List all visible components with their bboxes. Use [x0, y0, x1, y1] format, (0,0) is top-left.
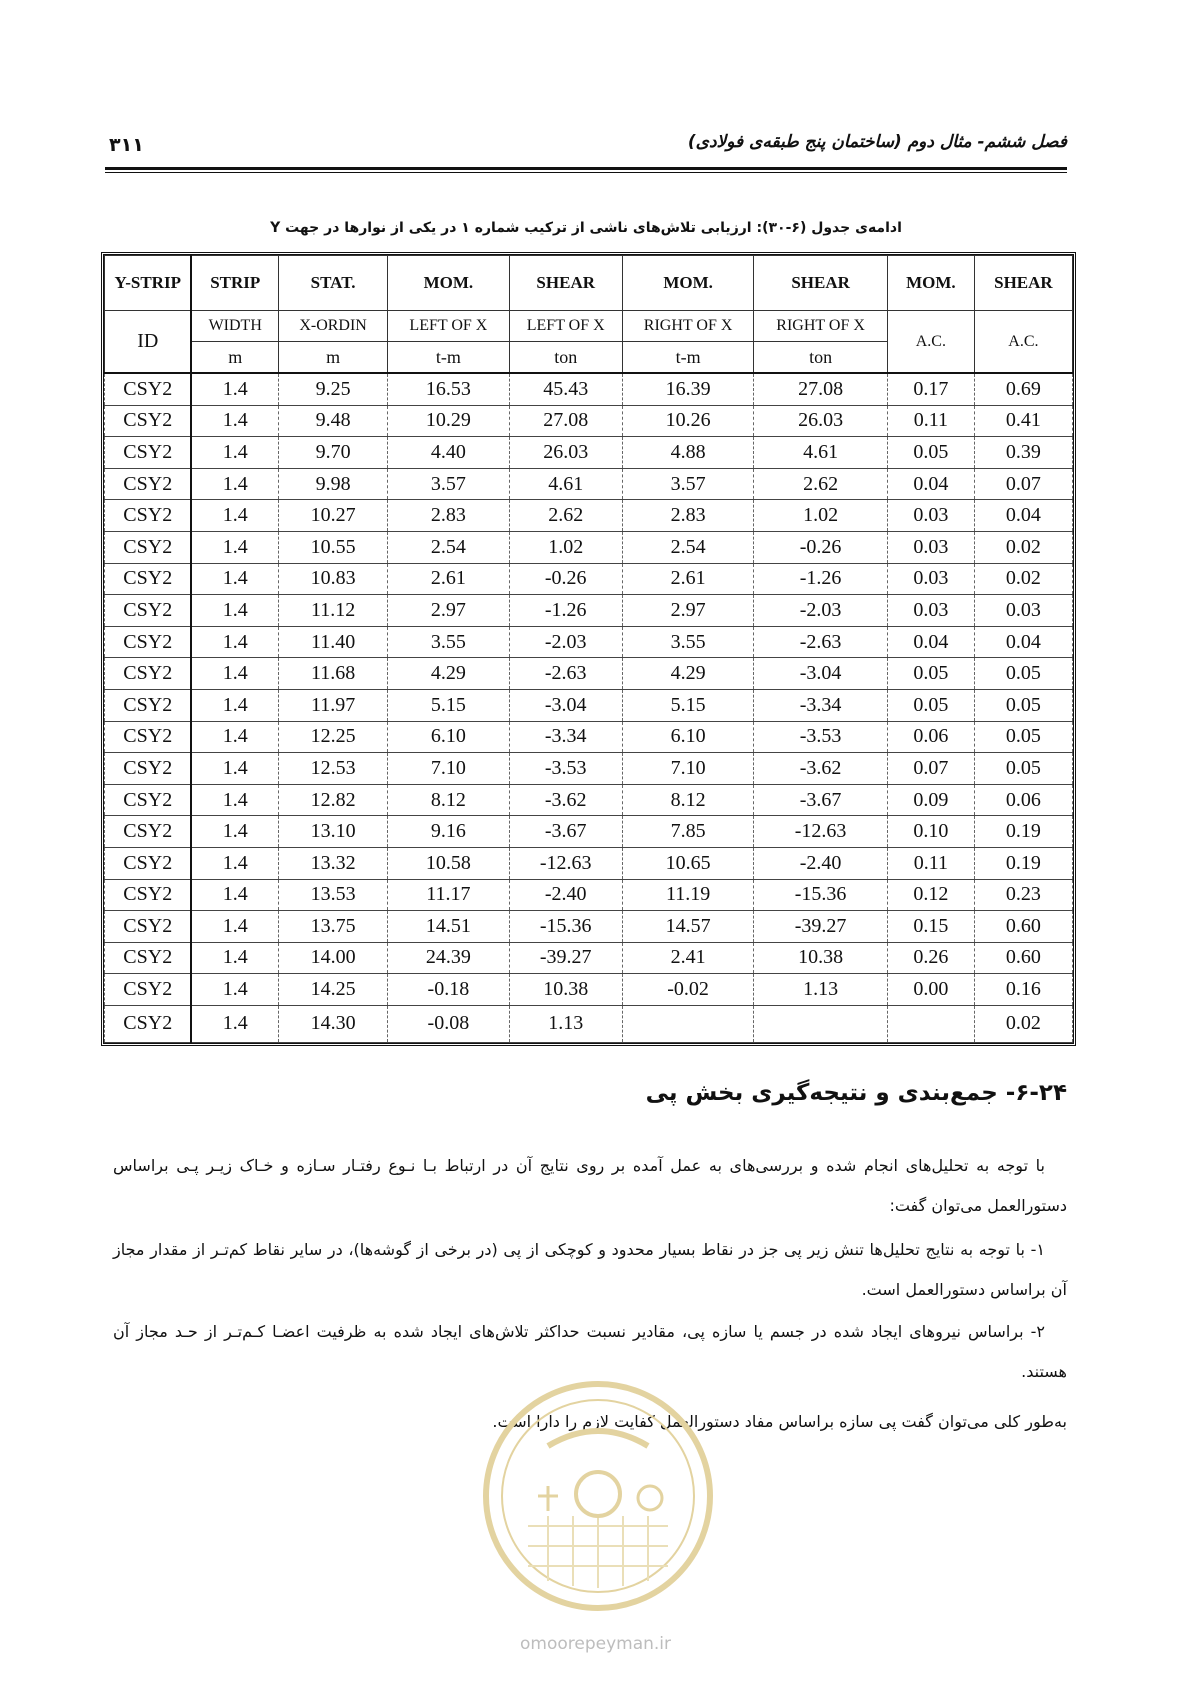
table-cell: -0.08	[388, 1005, 509, 1042]
table-row	[105, 974, 1073, 1006]
table-cell: 11.17	[388, 879, 509, 911]
table-cell: 10.38	[509, 974, 622, 1006]
table-row	[105, 658, 1073, 690]
table-row	[105, 405, 1073, 437]
paragraph: به‌طور کلی می‌توان گفت پی سازه براساس مفاد دستورالعمل کفایت لازم را دارا است.	[492, 1412, 1067, 1431]
table-cell: 1.02	[754, 500, 888, 532]
unit-cell: m	[191, 342, 278, 374]
table-cell: 0.03	[887, 531, 974, 563]
table-cell: CSY2	[105, 721, 192, 753]
col-subheader: RIGHT OF X	[622, 311, 753, 342]
table-cell: CSY2	[105, 974, 192, 1006]
table-cell: 0.05	[974, 721, 1072, 753]
table-cell: 1.4	[191, 847, 278, 879]
table-cell: CSY2	[105, 437, 192, 469]
watermark-text: omoorepeyman.ir	[519, 1634, 672, 1654]
table-cell: 0.12	[887, 879, 974, 911]
table-cell: 2.62	[509, 500, 622, 532]
table-cell: 16.53	[388, 373, 509, 405]
table-cell: 5.15	[622, 689, 753, 721]
table-cell: 26.03	[754, 405, 888, 437]
table-cell: 13.75	[278, 911, 387, 943]
table-cell: 4.88	[622, 437, 753, 469]
table-cell: 0.05	[974, 658, 1072, 690]
col-subheader: A.C.	[974, 311, 1072, 374]
table-cell: CSY2	[105, 405, 192, 437]
table-row	[105, 437, 1073, 469]
table-row	[105, 847, 1073, 879]
table-cell: -39.27	[509, 942, 622, 974]
table-cell: 4.61	[754, 437, 888, 469]
table-cell: 1.4	[191, 784, 278, 816]
table-body	[105, 373, 1073, 1042]
table-cell: 8.12	[388, 784, 509, 816]
table-cell: -3.34	[509, 721, 622, 753]
table-cell: CSY2	[105, 500, 192, 532]
col-subheader: ID	[105, 311, 192, 374]
table-cell: 27.08	[509, 405, 622, 437]
table-cell: 5.15	[388, 689, 509, 721]
table-row	[105, 879, 1073, 911]
table-cell: 26.03	[509, 437, 622, 469]
col-subheader: LEFT OF X	[509, 311, 622, 342]
table-cell: 14.30	[278, 1005, 387, 1042]
table-cell: CSY2	[105, 816, 192, 848]
col-header: MOM.	[887, 256, 974, 311]
table-cell: 12.25	[278, 721, 387, 753]
table-row	[105, 373, 1073, 405]
table-row	[105, 531, 1073, 563]
table-cell: CSY2	[105, 784, 192, 816]
table-cell: CSY2	[105, 753, 192, 785]
col-header: SHEAR	[974, 256, 1072, 311]
table-cell: 14.57	[622, 911, 753, 943]
table-cell: 2.41	[622, 942, 753, 974]
table-row	[105, 626, 1073, 658]
col-header: STRIP	[191, 256, 278, 311]
table-cell: 11.40	[278, 626, 387, 658]
table-cell: 7.85	[622, 816, 753, 848]
unit-cell: m	[278, 342, 387, 374]
table-cell: 1.13	[754, 974, 888, 1006]
table-cell: 9.70	[278, 437, 387, 469]
table-cell: 0.07	[887, 753, 974, 785]
results-table	[104, 255, 1073, 1043]
table-cell: -1.26	[754, 563, 888, 595]
table-row	[105, 468, 1073, 500]
table-cell: CSY2	[105, 563, 192, 595]
table-cell: 0.04	[887, 468, 974, 500]
table-cell: 1.4	[191, 437, 278, 469]
table-row	[105, 563, 1073, 595]
table-cell: 4.29	[622, 658, 753, 690]
table-row	[105, 595, 1073, 627]
table-cell: 0.15	[887, 911, 974, 943]
table-cell: -2.03	[509, 626, 622, 658]
table-cell: 0.09	[887, 784, 974, 816]
table-cell: CSY2	[105, 468, 192, 500]
table-cell: 1.4	[191, 974, 278, 1006]
table-cell: -2.03	[754, 595, 888, 627]
table-cell: 1.4	[191, 689, 278, 721]
table-cell: 0.16	[974, 974, 1072, 1006]
table-cell: -3.67	[509, 816, 622, 848]
table-cell: -12.63	[509, 847, 622, 879]
table-cell: 0.11	[887, 405, 974, 437]
table-cell: 0.06	[974, 784, 1072, 816]
table-row	[105, 784, 1073, 816]
table-cell: 2.62	[754, 468, 888, 500]
table-caption: ادامه‌ی جدول (۶-۳۰): ارزیابی تلاش‌های ناشی از ترکیب شماره ۱ در یکی از نوارها در جهت Y	[270, 220, 902, 236]
table-cell: 0.06	[887, 721, 974, 753]
table-cell: 0.39	[974, 437, 1072, 469]
table-cell: 0.60	[974, 911, 1072, 943]
table-row	[105, 689, 1073, 721]
table-cell: 0.00	[887, 974, 974, 1006]
table-row	[105, 816, 1073, 848]
table-cell: 3.57	[622, 468, 753, 500]
table-cell: 0.02	[974, 563, 1072, 595]
table-cell: 10.29	[388, 405, 509, 437]
table-cell: 2.54	[388, 531, 509, 563]
table-cell: -3.53	[509, 753, 622, 785]
table-cell: CSY2	[105, 942, 192, 974]
publisher-seal-logo	[478, 1376, 718, 1616]
table-row	[105, 1005, 1073, 1042]
table-cell: 2.61	[622, 563, 753, 595]
table-cell: 11.68	[278, 658, 387, 690]
table-cell: 10.65	[622, 847, 753, 879]
col-subheader: RIGHT OF X	[754, 311, 888, 342]
table-cell: -3.04	[754, 658, 888, 690]
table-cell: 0.04	[887, 626, 974, 658]
table-row	[105, 500, 1073, 532]
table-cell: 1.4	[191, 879, 278, 911]
table-cell: 0.05	[887, 437, 974, 469]
section-title: ۶-۲۴- جمع‌بندی و نتیجه‌گیری بخش پی	[645, 1080, 1067, 1106]
header-rule-thick	[105, 167, 1067, 170]
table-cell: -0.26	[754, 531, 888, 563]
table-cell: 0.07	[974, 468, 1072, 500]
paragraph: ۱- با توجه به نتایج تحلیل‌ها تنش زیر پی جز در نقاط بسیار محدود و کوچکی از پی (در برخی از گوشه‌ها)، در سایر نقاط کم‌تـر از مقدار مجاز آن براساس دستورالعمل است.	[113, 1240, 1067, 1299]
unit-cell: ton	[754, 342, 888, 374]
table-cell	[622, 1005, 753, 1042]
table-cell: CSY2	[105, 847, 192, 879]
table-cell: -2.40	[754, 847, 888, 879]
table-cell: -0.18	[388, 974, 509, 1006]
table-cell: 1.4	[191, 816, 278, 848]
table-cell: 2.97	[622, 595, 753, 627]
table-cell: 0.23	[974, 879, 1072, 911]
col-header: SHEAR	[509, 256, 622, 311]
table-cell: 0.04	[974, 500, 1072, 532]
table-cell: 1.4	[191, 500, 278, 532]
table-cell	[887, 1005, 974, 1042]
table-cell: CSY2	[105, 626, 192, 658]
table-cell: 10.38	[754, 942, 888, 974]
col-subheader: X-ORDIN	[278, 311, 387, 342]
unit-cell: t-m	[388, 342, 509, 374]
table-cell: 0.19	[974, 847, 1072, 879]
table-cell: CSY2	[105, 373, 192, 405]
table-cell: 0.11	[887, 847, 974, 879]
table-cell: 3.55	[622, 626, 753, 658]
table-cell: 9.16	[388, 816, 509, 848]
table-cell: CSY2	[105, 658, 192, 690]
table-cell: 14.51	[388, 911, 509, 943]
table-cell: 1.4	[191, 563, 278, 595]
table-cell: 0.04	[974, 626, 1072, 658]
table-cell: 11.12	[278, 595, 387, 627]
table-row	[105, 911, 1073, 943]
table-cell: 11.97	[278, 689, 387, 721]
table-cell: 0.05	[887, 658, 974, 690]
table-row	[105, 753, 1073, 785]
header-row-2	[105, 311, 1073, 342]
table-cell: 3.57	[388, 468, 509, 500]
page-header	[105, 128, 1067, 168]
table-cell: 1.4	[191, 468, 278, 500]
table-cell: -0.26	[509, 563, 622, 595]
col-subheader: A.C.	[887, 311, 974, 374]
table-cell: 0.03	[974, 595, 1072, 627]
table-cell: 12.82	[278, 784, 387, 816]
table-cell: 13.53	[278, 879, 387, 911]
table-row	[105, 721, 1073, 753]
table-cell: 0.05	[974, 689, 1072, 721]
table-cell: 1.4	[191, 373, 278, 405]
table-cell: 13.10	[278, 816, 387, 848]
table-cell: 0.05	[974, 753, 1072, 785]
header-row-1	[105, 256, 1073, 311]
table-cell: CSY2	[105, 1005, 192, 1042]
page-number: ۳۱۱	[109, 134, 144, 156]
col-header: STAT.	[278, 256, 387, 311]
table-cell	[754, 1005, 888, 1042]
table-cell: 27.08	[754, 373, 888, 405]
chapter-title: فصل ششم- مثال دوم (ساختمان پنج طبقه‌ی فولادی)	[687, 132, 1067, 152]
table-cell: 0.03	[887, 595, 974, 627]
col-header: MOM.	[388, 256, 509, 311]
table-cell: 0.03	[887, 500, 974, 532]
unit-cell: t-m	[622, 342, 753, 374]
table-cell: 7.10	[622, 753, 753, 785]
table-cell: 2.97	[388, 595, 509, 627]
table-cell: 1.13	[509, 1005, 622, 1042]
table-cell: 45.43	[509, 373, 622, 405]
table-cell: CSY2	[105, 911, 192, 943]
table-cell: -3.04	[509, 689, 622, 721]
table-cell: 1.4	[191, 531, 278, 563]
table-cell: -15.36	[754, 879, 888, 911]
paragraph: ۲- براساس نیروهای ایجاد شده در جسم یا سازه پی، مقادیر نسبت حداکثر تلاش‌های ایجاد شده به ظرفیت اعضـا کـم‌تـر از حـد مجاز آن هستند.	[113, 1322, 1067, 1381]
table-cell: CSY2	[105, 595, 192, 627]
table-cell: 1.4	[191, 658, 278, 690]
table-cell: -1.26	[509, 595, 622, 627]
table-cell: -2.63	[509, 658, 622, 690]
col-subheader: LEFT OF X	[388, 311, 509, 342]
table-cell: -3.62	[754, 753, 888, 785]
table-cell: 0.17	[887, 373, 974, 405]
table-cell: 4.40	[388, 437, 509, 469]
table-cell: -0.02	[622, 974, 753, 1006]
table-cell: 1.4	[191, 721, 278, 753]
table-cell: -2.40	[509, 879, 622, 911]
table-cell: 2.61	[388, 563, 509, 595]
table-cell: 0.02	[974, 531, 1072, 563]
table-cell: 10.58	[388, 847, 509, 879]
table-cell: -3.53	[754, 721, 888, 753]
table-cell: 9.48	[278, 405, 387, 437]
table-cell: 6.10	[388, 721, 509, 753]
table-cell: 13.32	[278, 847, 387, 879]
table-cell: 14.25	[278, 974, 387, 1006]
table-cell: 11.19	[622, 879, 753, 911]
table-cell: 16.39	[622, 373, 753, 405]
paragraph: با توجه به تحلیل‌های انجام شده و بررسی‌های به عمل آمده بر روی نتایج آن در ارتباط بـا نـوع رفتـار سـازه و خـاک زیـر پـی براساس دستورالعمل می‌توان گفت:	[113, 1156, 1067, 1215]
table-cell: 3.55	[388, 626, 509, 658]
table-cell: 0.69	[974, 373, 1072, 405]
table-cell: 10.27	[278, 500, 387, 532]
col-header: Y-STRIP	[105, 256, 192, 311]
table-cell: 1.4	[191, 626, 278, 658]
table-cell: -12.63	[754, 816, 888, 848]
table-row	[105, 942, 1073, 974]
col-header: MOM.	[622, 256, 753, 311]
table-cell: 2.54	[622, 531, 753, 563]
table-cell: 1.4	[191, 942, 278, 974]
table-cell: -3.67	[754, 784, 888, 816]
table-cell: 2.83	[388, 500, 509, 532]
table-cell: 0.10	[887, 816, 974, 848]
table-cell: 1.4	[191, 595, 278, 627]
table-cell: 9.98	[278, 468, 387, 500]
table-cell: 0.26	[887, 942, 974, 974]
table-cell: 0.60	[974, 942, 1072, 974]
col-header: SHEAR	[754, 256, 888, 311]
unit-cell: ton	[509, 342, 622, 374]
table-cell: 10.26	[622, 405, 753, 437]
table-cell: -39.27	[754, 911, 888, 943]
table-cell: 8.12	[622, 784, 753, 816]
table-cell: 10.83	[278, 563, 387, 595]
table-cell: 0.02	[974, 1005, 1072, 1042]
col-subheader: WIDTH	[191, 311, 278, 342]
table-cell: 12.53	[278, 753, 387, 785]
table-cell: 0.05	[887, 689, 974, 721]
table-cell: 7.10	[388, 753, 509, 785]
table-cell: -2.63	[754, 626, 888, 658]
table-cell: 1.4	[191, 911, 278, 943]
table-cell: 10.55	[278, 531, 387, 563]
table-cell: 14.00	[278, 942, 387, 974]
table-cell: 2.83	[622, 500, 753, 532]
table-cell: -15.36	[509, 911, 622, 943]
results-table-frame	[101, 252, 1076, 1046]
table-cell: 1.4	[191, 405, 278, 437]
table-cell: 4.61	[509, 468, 622, 500]
table-cell: 6.10	[622, 721, 753, 753]
table-cell: CSY2	[105, 689, 192, 721]
table-cell: 1.4	[191, 1005, 278, 1042]
table-cell: CSY2	[105, 879, 192, 911]
header-rule-thin	[105, 172, 1067, 173]
table-cell: 9.25	[278, 373, 387, 405]
table-cell: 0.41	[974, 405, 1072, 437]
table-cell: CSY2	[105, 531, 192, 563]
table-cell: -3.34	[754, 689, 888, 721]
table-cell: 1.02	[509, 531, 622, 563]
table-cell: 24.39	[388, 942, 509, 974]
table-cell: 0.19	[974, 816, 1072, 848]
table-cell: 4.29	[388, 658, 509, 690]
table-cell: -3.62	[509, 784, 622, 816]
table-cell: 0.03	[887, 563, 974, 595]
table-cell: 1.4	[191, 753, 278, 785]
